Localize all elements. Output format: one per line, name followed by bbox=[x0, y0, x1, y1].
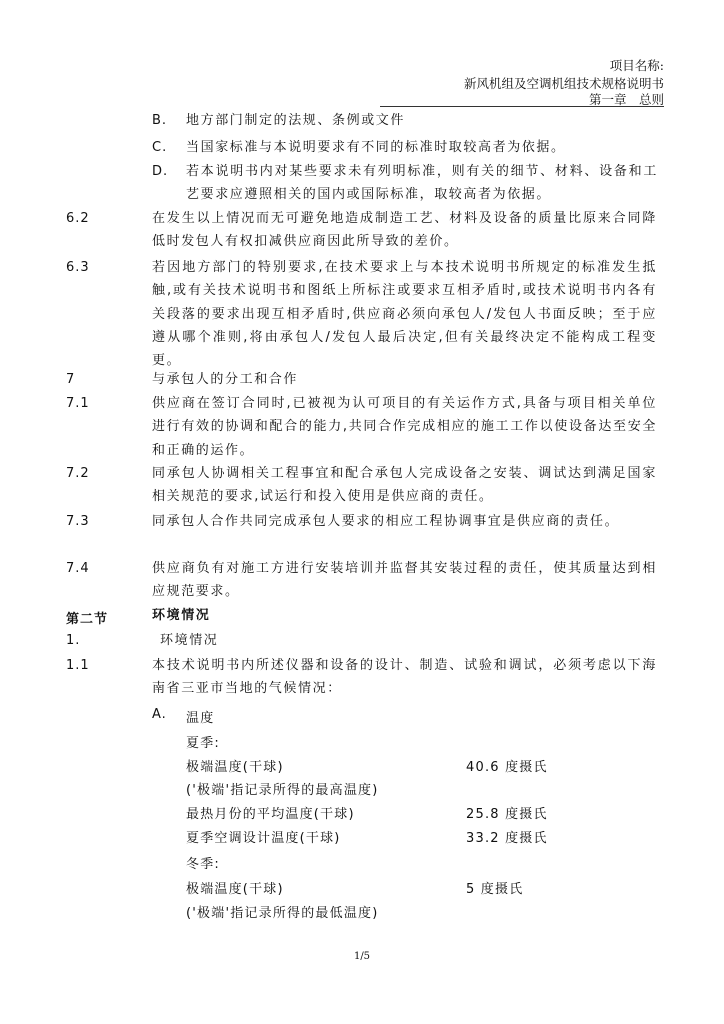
section-6-2-number: 6.2 bbox=[66, 211, 90, 226]
section-7-3-text: 同承包人合作共同完成承包人要求的相应工程协调事宜是供应商的责任。 bbox=[152, 514, 620, 529]
section-1-number: 1. bbox=[66, 633, 81, 648]
summer-row-value: 40.6 度摄氏 bbox=[466, 760, 548, 775]
winter-row-note: ('极端'指记录所得的最低温度) bbox=[186, 906, 379, 921]
page-number: 1/5 bbox=[353, 951, 371, 962]
summer-row-note: ('极端'指记录所得的最高温度) bbox=[186, 783, 379, 798]
item-a-text: 温度 bbox=[186, 711, 215, 726]
section-1-title: 环境情况 bbox=[160, 633, 219, 648]
header-project-label: 项目名称: bbox=[609, 58, 664, 73]
section-1-1-number: 1.1 bbox=[66, 658, 90, 673]
section-7-1-text: 供应商在签订合同时,已被视为认可项目的有关运作方式,具备与项目相关单位进行有效的协调和配合的能力,共同合作完成相应的施工工作以使设备达至安全和正确的运作。 bbox=[152, 396, 657, 458]
section-2-label: 第二节 bbox=[66, 612, 109, 627]
section-7-title: 与承包人的分工和合作 bbox=[152, 372, 299, 387]
item-b-label: B. bbox=[152, 113, 168, 128]
item-c-label: C. bbox=[152, 140, 168, 155]
summer-row-label: 极端温度(干球) bbox=[186, 760, 284, 775]
section-1-1-text: 本技术说明书内所述仪器和设备的设计、制造、试验和调试，必须考虑以下海南省三亚市当地的气候情况： bbox=[152, 658, 657, 697]
section-7-2-text: 同承包人协调相关工程事宜和配合承包人完成设备之安装、调试达到满足国家相关规范的要求,试运行和投入使用是供应商的责任。 bbox=[152, 466, 657, 505]
section-6-3-number: 6.3 bbox=[66, 260, 90, 275]
summer-label: 夏季: bbox=[186, 736, 220, 751]
item-b-text: 地方部门制定的法规、条例或文件 bbox=[186, 113, 406, 128]
winter-row-label: 极端温度(干球) bbox=[186, 882, 284, 897]
section-6-3-text: 若因地方部门的特别要求,在技术要求上与本技术说明书所规定的标准发生抵触,或有关技术说明书和图纸上所标注或要求互相矛盾时,或技术说明书内各有关段落的要求出现互相矛盾时,供应商必须向承包人/发包人书面反映；至于应遵从哪个准则,将由承包人/发包人最后决定,但有关最终决定不能构成工程变更。 bbox=[152, 260, 657, 369]
section-7-3-number: 7.3 bbox=[66, 514, 90, 529]
section-7-2-number: 7.2 bbox=[66, 466, 90, 481]
header-divider bbox=[380, 106, 664, 107]
header-project-name: 新风机组及空调机组技术规格说明书 bbox=[463, 76, 664, 91]
header-chapter: 第一章 总则 bbox=[588, 92, 664, 107]
item-c-text: 当国家标准与本说明要求有不同的标准时取较高者为依据。 bbox=[186, 140, 566, 155]
winter-row-value: 5 度摄氏 bbox=[466, 882, 524, 897]
section-7-number: 7 bbox=[66, 372, 76, 387]
section-6-2-text: 在发生以上情况而无可避免地造成制造工艺、材料及设备的质量比原来合同降低时发包人有权扣减供应商因此所导致的差价。 bbox=[152, 211, 657, 250]
section-2-title: 环境情况 bbox=[152, 608, 211, 623]
section-7-1-number: 7.1 bbox=[66, 396, 90, 411]
summer-row-value: 25.8 度摄氏 bbox=[466, 807, 548, 822]
section-7-4-number: 7.4 bbox=[66, 561, 90, 576]
winter-label: 冬季: bbox=[186, 857, 220, 872]
summer-row-label: 夏季空调设计温度(干球) bbox=[186, 831, 341, 846]
item-d-text: 若本说明书内对某些要求未有列明标准，则有关的细节、材料、设备和工艺要求应遵照相关的国内或国际标准，取较高者为依据。 bbox=[186, 164, 658, 203]
item-d-label: D. bbox=[152, 164, 169, 179]
item-a-label: A. bbox=[152, 707, 167, 722]
summer-row-value: 33.2 度摄氏 bbox=[466, 831, 548, 846]
section-7-4-text: 供应商负有对施工方进行安装培训并监督其安装过程的责任，使其质量达到相应规范要求。 bbox=[152, 561, 657, 600]
summer-row-label: 最热月份的平均温度(干球) bbox=[186, 807, 355, 822]
